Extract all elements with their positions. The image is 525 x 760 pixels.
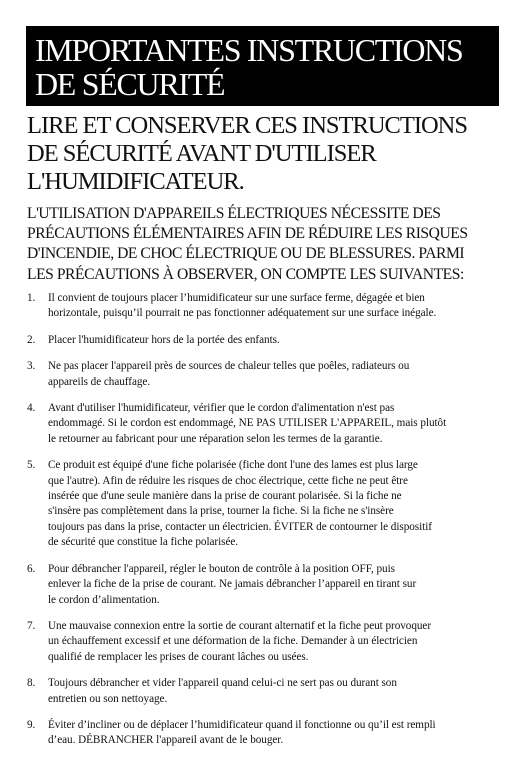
- instruction-number: 7.: [27, 619, 36, 632]
- instruction-number: 9.: [27, 718, 36, 731]
- instruction-line: endommagé. Si le cordon est endommagé, NE PAS UTILISER L'APPAREIL, mais plutôt: [48, 417, 447, 430]
- instruction-text: [48, 458, 508, 550]
- instruction-line: un échauffement excessif et une déformation de la fiche. Demander à un électricien: [48, 635, 418, 648]
- subtitle: [27, 112, 507, 196]
- instruction-number: 8.: [27, 677, 36, 690]
- instruction-line: horizontale, puisqu’il pourrait ne pas fonctionner adéquatement sur une surface inégale.: [48, 307, 437, 320]
- instruction-item: [0, 359, 525, 390]
- instruction-item: [0, 458, 525, 550]
- instruction-number: 4.: [27, 402, 36, 415]
- instruction-line: Une mauvaise connexion entre la sortie de courant alternatif et la fiche peut provoquer: [48, 619, 432, 632]
- instruction-line: Placer l'humidificateur hors de la portée des enfants.: [48, 333, 280, 346]
- subtitle-line: LIRE ET CONSERVER CES INSTRUCTIONS: [27, 112, 468, 139]
- warning-line: LES PRÉCAUTIONS À OBSERVER, ON COMPTE LES SUIVANTES:: [27, 265, 464, 283]
- instruction-line: insérée que d'une seule manière dans la prise de courant polarisée. Si la fiche ne: [48, 490, 402, 503]
- instruction-item: [0, 562, 525, 608]
- warning-line: PRÉCAUTIONS ÉLÉMENTAIRES AFIN DE RÉDUIRE LES RISQUES: [27, 225, 468, 243]
- warning-line: D'INCENDIE, DE CHOC ÉLECTRIQUE OU DE BLESSURES. PARMI: [27, 245, 465, 263]
- instruction-line: Avant d'utiliser l'humidificateur, vérifier que le cordon d'alimentation n'est pas: [48, 402, 395, 415]
- instruction-line: s'insère pas complètement dans la prise, tourner la fiche. Si la fiche ne s'insère: [48, 505, 394, 518]
- instruction-item: [0, 401, 525, 447]
- instruction-line: Ce produit est équipé d'une fiche polarisée (fiche dont l'une des lames est plus large: [48, 459, 418, 472]
- instruction-line: de sécurité que constitue la fiche polarisée.: [48, 536, 239, 549]
- instruction-item: [0, 619, 525, 665]
- instruction-line: qualifié de remplacer les prises de courant lâches ou usées.: [48, 650, 309, 663]
- instruction-line: Pour débrancher l'appareil, régler le bouton de contrôle à la position OFF, puis: [48, 562, 395, 575]
- subtitle-line: L'HUMIDIFICATEUR.: [27, 168, 244, 195]
- instruction-number: 1.: [27, 292, 36, 304]
- instruction-text: [48, 718, 508, 749]
- instruction-line: enlever la fiche de la prise de courant. Ne jamais débrancher l’appareil en tirant sur: [48, 578, 417, 591]
- instruction-line: d’eau. DÉBRANCHER l'appareil avant de le bouger.: [48, 734, 284, 747]
- instruction-list: [0, 291, 525, 760]
- instruction-line: toujours pas dans la prise, contacter un électricien. ÉVITER de contourner le dispositif: [48, 520, 432, 533]
- instruction-line: appareils de chauffage.: [48, 375, 151, 388]
- warning-paragraph: [27, 204, 507, 285]
- instruction-line: Il convient de toujours placer l’humidificateur sur une surface ferme, dégagée et bien: [48, 292, 425, 304]
- instruction-item: [0, 333, 525, 348]
- title-line: IMPORTANTES INSTRUCTIONS: [35, 32, 463, 68]
- instruction-line: le cordon d’alimentation.: [48, 593, 160, 606]
- instruction-number: 3.: [27, 360, 36, 373]
- title-banner: [26, 26, 499, 106]
- instruction-text: [48, 676, 508, 707]
- title-line: DE SÉCURITÉ: [35, 66, 225, 102]
- instruction-text: [48, 619, 508, 665]
- instruction-line: entretien ou son nettoyage.: [48, 692, 168, 705]
- instruction-item: [0, 291, 525, 322]
- instruction-line: Toujours débrancher et vider l'appareil quand celui-ci ne sert pas ou durant son: [48, 677, 397, 690]
- instruction-line: le retourner au fabricant pour une réparation selon les termes de la garantie.: [48, 432, 383, 445]
- instruction-line: Éviter d’incliner ou de déplacer l’humidificateur quand il fonctionne ou qu’il est rempli: [48, 718, 436, 731]
- warning-line: L'UTILISATION D'APPAREILS ÉLECTRIQUES NÉCESSITE DES: [27, 205, 441, 222]
- instruction-text: [48, 333, 508, 348]
- instruction-number: 6.: [27, 562, 36, 575]
- instruction-number: 2.: [27, 333, 36, 346]
- instruction-number: 5.: [27, 459, 36, 472]
- instruction-line: Ne pas placer l'appareil près de sources de chaleur telles que poêles, radiateurs ou: [48, 360, 410, 373]
- subtitle-line: DE SÉCURITÉ AVANT D'UTILISER: [27, 140, 376, 167]
- instruction-text: [48, 401, 508, 447]
- instruction-item: [0, 718, 525, 749]
- instruction-text: [48, 562, 508, 608]
- instruction-line: que l'autre). Afin de réduire les risques de choc électrique, cette fiche ne peut être: [48, 474, 408, 487]
- instruction-text: [48, 359, 508, 390]
- instruction-text: [48, 291, 508, 322]
- instruction-item: [0, 676, 525, 707]
